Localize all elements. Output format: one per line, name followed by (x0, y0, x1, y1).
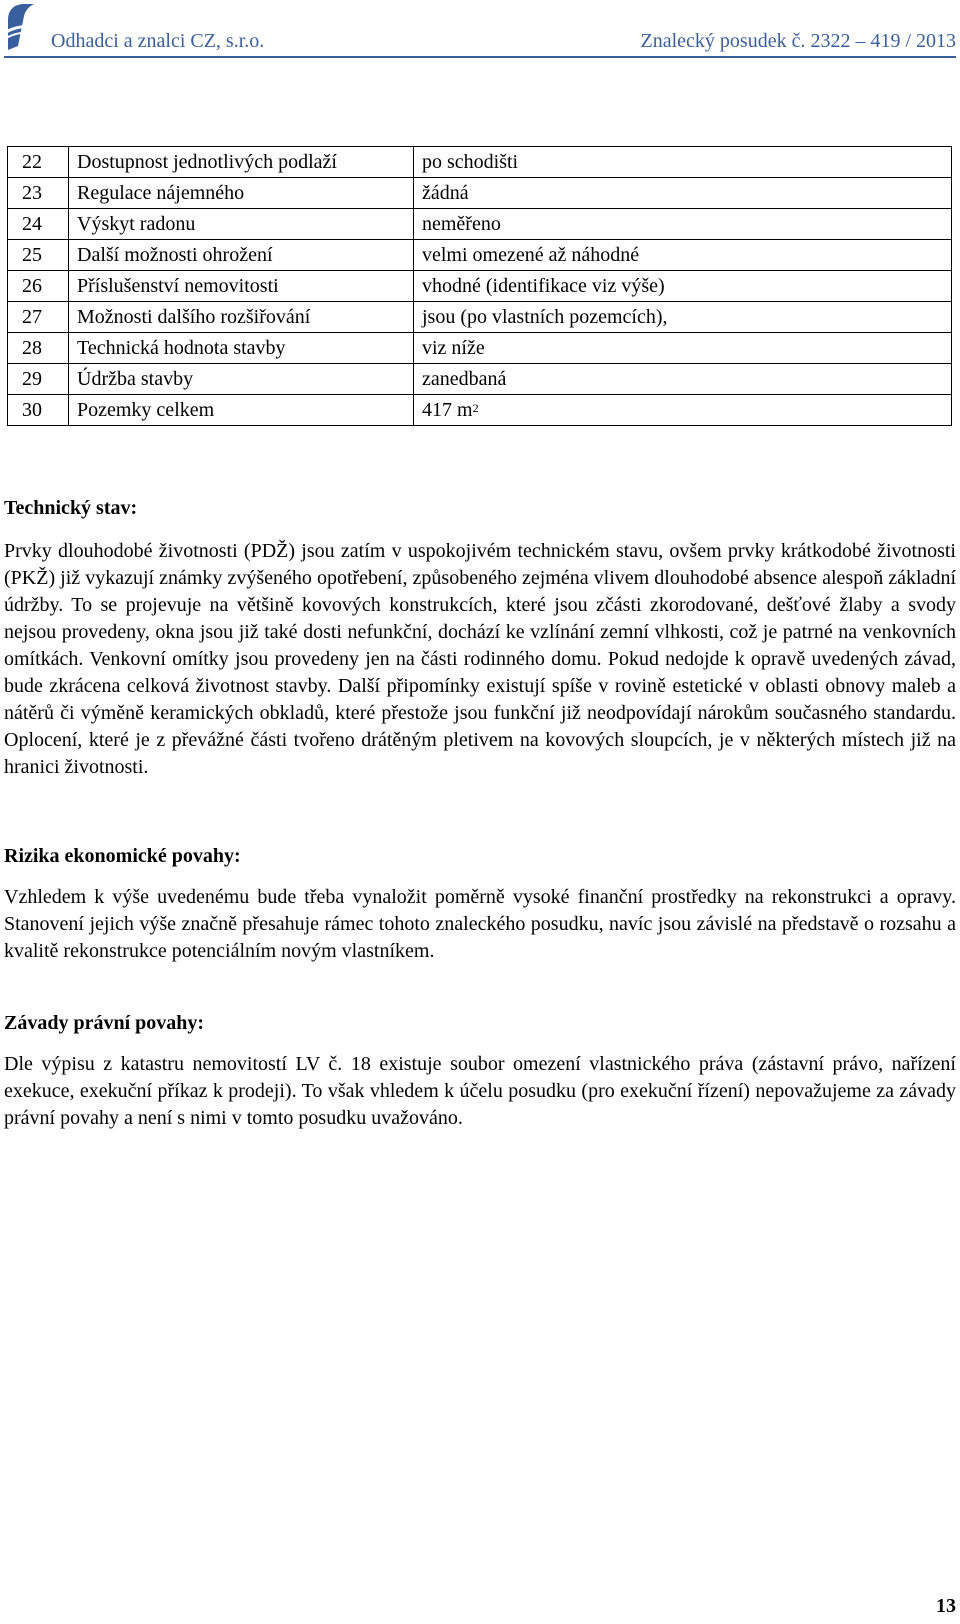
row-value (414, 302, 952, 333)
technical-heading: Technický stav: (4, 497, 138, 519)
row-value (414, 178, 952, 209)
row-value-text: po schodišti (422, 151, 519, 173)
row-value-text: neměřeno (422, 213, 501, 235)
table-row (8, 364, 952, 395)
row-value-text: jsou (po vlastních pozemcích), (422, 306, 668, 328)
row-value (414, 209, 952, 240)
legal-heading: Závady právní povahy: (4, 1012, 205, 1034)
row-number: 24 (8, 209, 69, 240)
row-label: Další možnosti ohrožení (69, 240, 414, 271)
table-row (8, 333, 952, 364)
company-logo-icon (4, 2, 38, 52)
row-label: Dostupnost jednotlivých podlaží (69, 147, 414, 178)
row-label: Regulace nájemného (69, 178, 414, 209)
row-label: Údržba stavby (69, 364, 414, 395)
row-value-text: vhodné (identifikace viz výše) (422, 275, 665, 297)
row-value (414, 395, 952, 426)
row-label: Pozemky celkem (69, 395, 414, 426)
row-value (414, 364, 952, 395)
row-number: 23 (8, 178, 69, 209)
table-row (8, 178, 952, 209)
row-label: Výskyt radonu (69, 209, 414, 240)
row-label: Technická hodnota stavby (69, 333, 414, 364)
row-value-text: viz níže (422, 337, 485, 359)
row-value-text: 417 m (422, 399, 473, 421)
technical-section (4, 497, 956, 781)
row-value (414, 240, 952, 271)
row-value-text: velmi omezené až náhodné (422, 244, 640, 266)
row-number: 25 (8, 240, 69, 271)
page-header (0, 0, 960, 60)
header-divider (4, 56, 956, 58)
row-value (414, 147, 952, 178)
economic-heading: Rizika ekonomické povahy: (4, 845, 241, 867)
row-number: 27 (8, 302, 69, 333)
table-row (8, 147, 952, 178)
row-number: 22 (8, 147, 69, 178)
table-row (8, 271, 952, 302)
row-value-superscript: 2 (472, 401, 479, 415)
row-value (414, 333, 952, 364)
legal-text: Dle výpisu z katastru nemovitostí LV č. 18 existuje soubor omezení vlastnického práva (zástavní právo, nařízení exekuce, exekuční příkaz k prodeji). To však vhledem k účelu posudku (pro exekuční řízení) nepovažujeme za závady právní povahy a není s nimi v tomto posudku uvažováno. (4, 1053, 956, 1129)
row-number: 26 (8, 271, 69, 302)
row-label: Možnosti dalšího rozšiřování (69, 302, 414, 333)
technical-text: Prvky dlouhodobé životnosti (PDŽ) jsou zatím v uspokojivém technickém stavu, ovšem prvky krátkodobé životnosti (PKŽ) již vykazují známky zvýšeného opotřebení, způsobeného zejména vlivem dlouhodobé absence alespoň základní údržby. To se projevuje na většině kovových konstrukcích, které jsou zčásti zkorodované, dešťové žlaby a svody nejsou provedeny, okna jsou již také dosti nefunkční, dochází ke vzlínání zemní vlhkosti, což je patrné na venkovních omítkách. Venkovní omítky jsou provedeny jen na části rodinného domu. Pokud nedojde k opravě uvedených závad, bude zkrácena celková životnost stavby. Další připomínky existují spíše v rovině estetické v oblasti obnovy maleb a nátěrů či výměně keramických obkladů, které přestože jsou funkční již neodpovídají nárokům současného standardu. Oplocení, které je z převážné části tvořeno drátěným pletivem na kovových sloupcích, je v některých místech již na hranici životnosti. (4, 540, 956, 778)
economic-section (4, 845, 956, 965)
table-row (8, 240, 952, 271)
row-label: Příslušenství nemovitosti (69, 271, 414, 302)
legal-section (4, 1012, 956, 1132)
row-number: 29 (8, 364, 69, 395)
company-name: Odhadci a znalci CZ, s.r.o. (51, 30, 265, 52)
table-row (8, 302, 952, 333)
row-number: 28 (8, 333, 69, 364)
property-parameters-table (7, 146, 952, 426)
row-value-text: zanedbaná (422, 368, 507, 390)
page-number: 13 (936, 1595, 956, 1617)
table-row (8, 209, 952, 240)
row-number: 30 (8, 395, 69, 426)
report-number: Znalecký posudek č. 2322 – 419 / 2013 (640, 30, 956, 52)
economic-text: Vzhledem k výše uvedenému bude třeba vynaložit poměrně vysoké finanční prostředky na rekonstrukci a opravy. Stanovení jejich výše značně přesahuje rámec tohoto znaleckého posudku, navíc jsou závislé na představě o rozsahu a kvalitě rekonstrukce potenciálním novým vlastníkem. (4, 886, 956, 962)
row-value-text: žádná (422, 182, 469, 204)
table-row (8, 395, 952, 426)
row-value (414, 271, 952, 302)
